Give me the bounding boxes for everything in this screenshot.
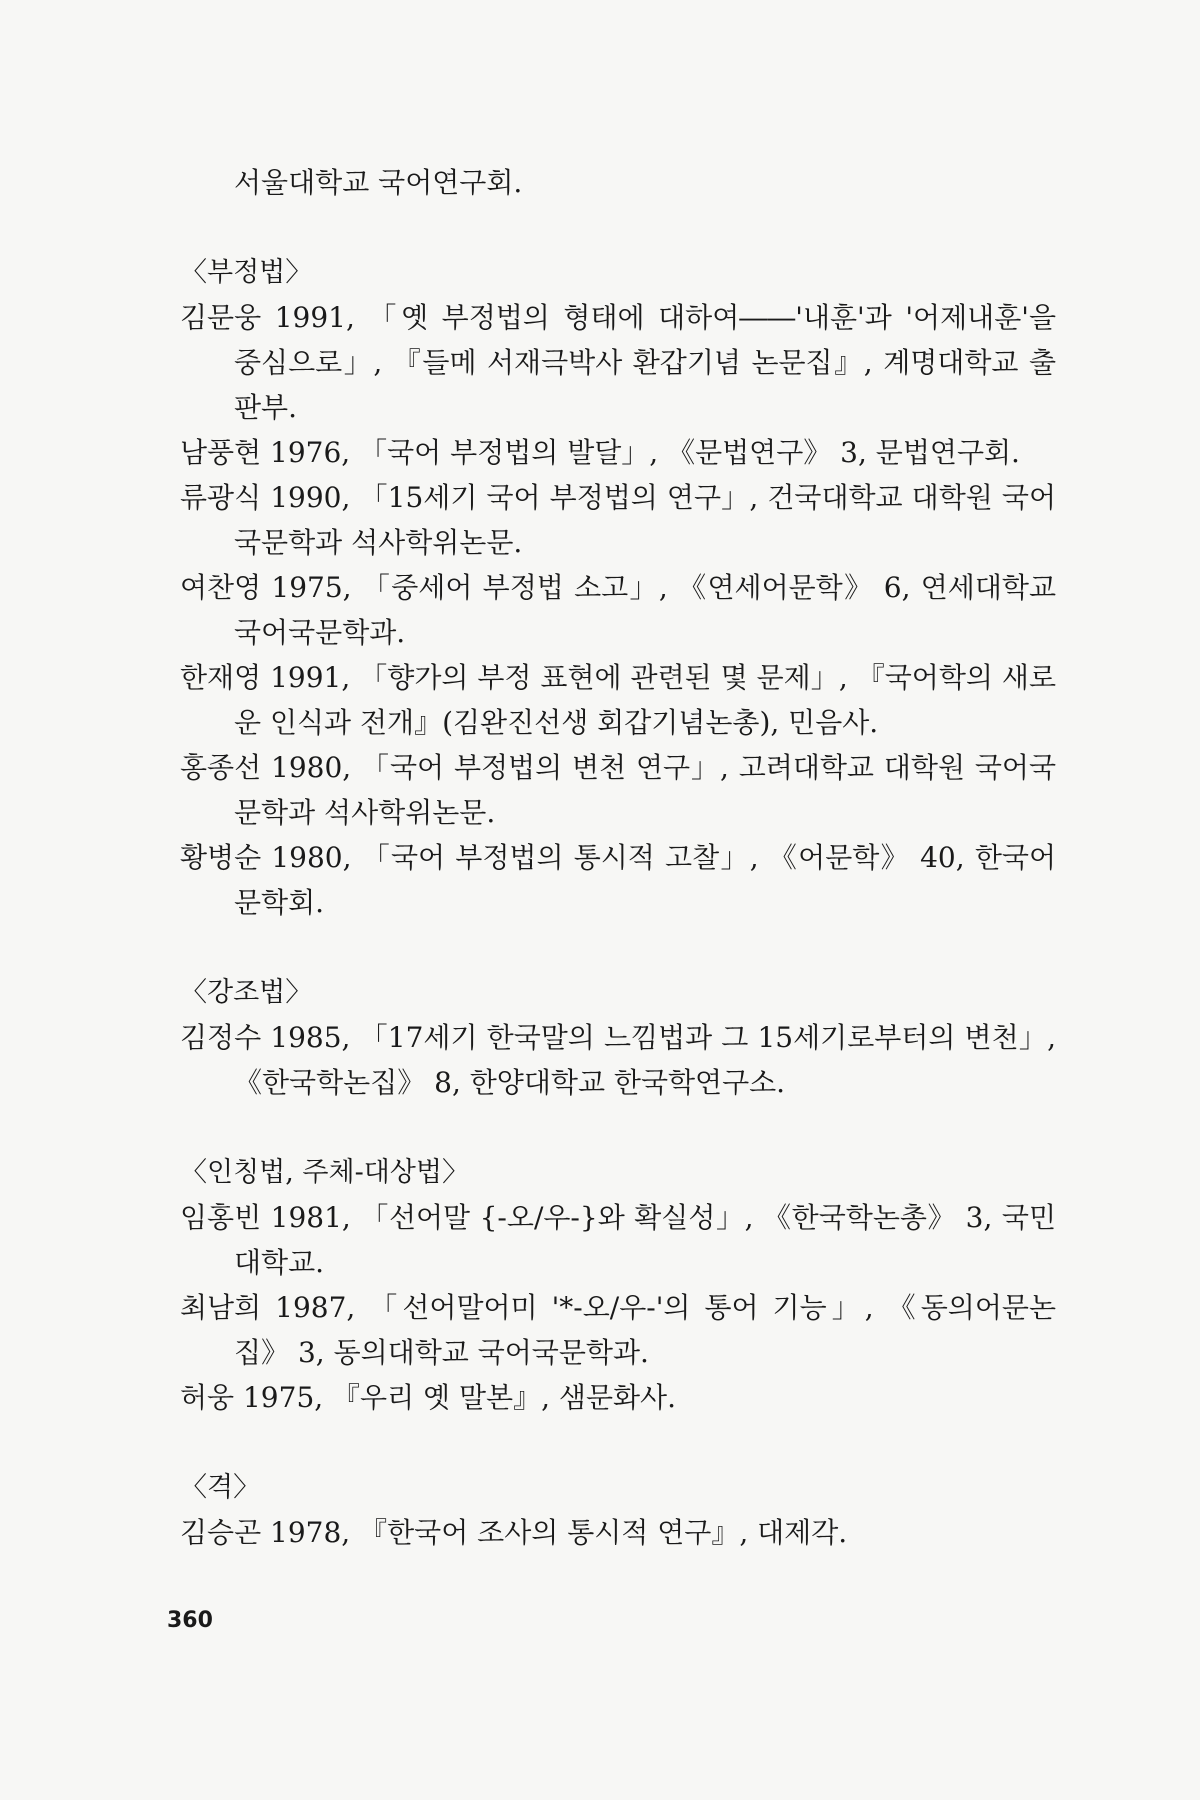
section-heading-case: 〈격〉 xyxy=(180,1472,261,1503)
section-heading-negation: 〈부정법〉 xyxy=(180,257,313,288)
bib-entry: 황병순 1980, 「국어 부정법의 통시적 고찰」, 《어문학》 40, 한국어문학회. xyxy=(180,841,1056,919)
bib-entry: 류광식 1990, 「15세기 국어 부정법의 연구」, 건국대학교 대학원 국어국문학과 석사학위논문. xyxy=(180,481,1056,559)
page-number: 360 xyxy=(167,1608,213,1633)
bib-entry: 임홍빈 1981, 「선어말 {-오/우-}와 확실성」, 《한국학논총》 3, 국민대학교. xyxy=(180,1201,1056,1279)
bibliography xyxy=(180,160,1056,1555)
bib-entry: 김문웅 1991, 「옛 부정법의 형태에 대하여――'내훈'과 '어제내훈'을 중심으로」, 『들메 서재극박사 환갑기념 논문집』, 계명대학교 출판부. xyxy=(180,301,1056,424)
section-heading-emphasis: 〈강조법〉 xyxy=(180,977,313,1008)
bib-entry: 최남희 1987, 「선어말어미 '*-오/우-'의 통어 기능」, 《동의어문논집》 3, 동의대학교 국어국문학과. xyxy=(180,1291,1056,1369)
bib-entry: 홍종선 1980, 「국어 부정법의 변천 연구」, 고려대학교 대학원 국어국문학과 석사학위논문. xyxy=(180,751,1056,829)
bib-entry: 김승곤 1978, 『한국어 조사의 통시적 연구』, 대제각. xyxy=(180,1516,848,1549)
bib-entry: 김정수 1985, 「17세기 한국말의 느낌법과 그 15세기로부터의 변천」, 《한국학논집》 8, 한양대학교 한국학연구소. xyxy=(180,1021,1056,1099)
bib-entry: 여찬영 1975, 「중세어 부정법 소고」, 《연세어문학》 6, 연세대학교 국어국문학과. xyxy=(180,571,1056,649)
continuation-line: 서울대학교 국어연구회. xyxy=(234,166,523,199)
bib-entry: 한재영 1991, 「향가의 부정 표현에 관련된 몇 문제」, 『국어학의 새로운 인식과 전개』(김완진선생 회갑기념논총), 민음사. xyxy=(180,661,1056,739)
bib-entry: 허웅 1975, 『우리 옛 말본』, 샘문화사. xyxy=(180,1381,676,1414)
section-heading-person: 〈인칭법, 주체-대상법〉 xyxy=(180,1157,469,1188)
bib-entry: 남풍현 1976, 「국어 부정법의 발달」, 《문법연구》 3, 문법연구회. xyxy=(180,436,1020,469)
